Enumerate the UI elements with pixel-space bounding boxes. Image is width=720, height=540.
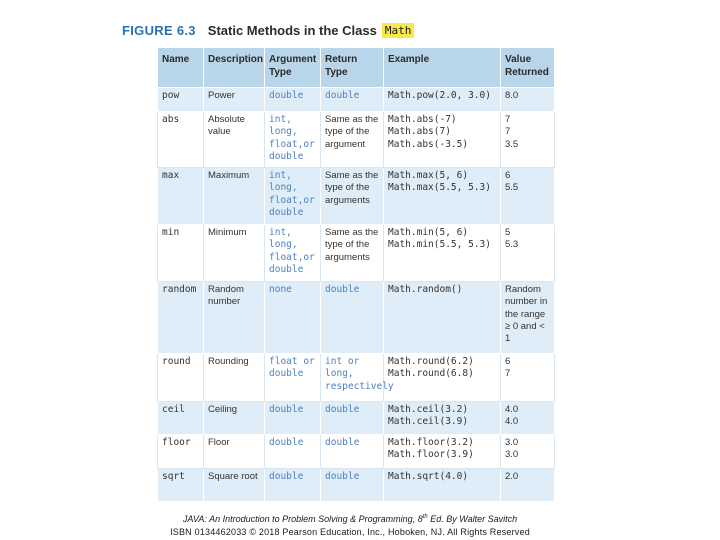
cell-return-type (321, 282, 384, 354)
return-type-text: Same as the type of the arguments (325, 170, 379, 206)
argument-type-text: int, (269, 170, 292, 181)
cell-return-type (321, 168, 384, 225)
table-row (158, 435, 555, 469)
cell-description: Absolute value (204, 112, 265, 168)
value-returned-text: 5.3 (505, 239, 519, 251)
cell-value-returned (501, 168, 555, 225)
cell-return-type (321, 88, 384, 112)
cell-argument-type (265, 112, 321, 168)
argument-type-text: long, (269, 126, 298, 138)
argument-type-text: double (269, 437, 304, 448)
argument-type-text: long, (269, 239, 298, 251)
cell-example (384, 112, 501, 168)
cell-value-returned (501, 402, 555, 435)
example-code: Math.min(5.5, 5.3) (388, 239, 491, 251)
cell-description: Minimum (204, 225, 265, 282)
argument-type-text: double (269, 206, 304, 218)
table-header-row (158, 48, 555, 88)
cell-value-returned (501, 435, 555, 469)
value-returned-text: 6 (505, 170, 511, 181)
cell-example (384, 168, 501, 225)
math-methods-table (157, 47, 555, 502)
return-type-text: double (325, 404, 360, 415)
cell-description: Power (204, 88, 265, 112)
cell-method-name: random (158, 282, 204, 354)
table-row (158, 354, 555, 402)
figure-caption: Static Methods in the Class (207, 22, 377, 38)
example-code: Math.ceil(3.9) (388, 416, 469, 428)
cell-return-type (321, 402, 384, 435)
argument-type-text: float,or (269, 194, 315, 206)
cell-example (384, 225, 501, 282)
column-header-name: Name (158, 48, 204, 88)
cell-description: Ceiling (204, 402, 265, 435)
example-code: Math.max(5, 6) (388, 170, 469, 181)
example-code: Math.min(5, 6) (388, 227, 469, 238)
cell-description: Square root (204, 469, 265, 502)
figure-class-name: Math (382, 23, 415, 38)
return-type-text: double (325, 90, 360, 101)
return-type-text: double (325, 284, 360, 295)
cell-return-type (321, 469, 384, 502)
value-returned-text: 4.0 (505, 416, 519, 428)
cell-description: Rounding (204, 354, 265, 402)
cell-value-returned (501, 225, 555, 282)
example-code: Math.floor(3.9) (388, 449, 474, 461)
table-row (158, 282, 555, 354)
cell-method-name: round (158, 354, 204, 402)
column-header-return-type: Return Type (321, 48, 384, 88)
value-returned-text: 5 (505, 227, 511, 238)
return-type-text: double (325, 471, 360, 482)
return-type-text: double (325, 437, 360, 448)
example-code: Math.abs(-7) (388, 114, 457, 125)
example-code: Math.random() (388, 284, 463, 295)
example-code: Math.ceil(3.2) (388, 404, 469, 415)
cell-method-name: ceil (158, 402, 204, 435)
figure-title (122, 20, 414, 40)
argument-type-text: double (269, 404, 304, 415)
value-returned-text: 3.0 (505, 437, 519, 448)
cell-argument-type (265, 88, 321, 112)
table-row (158, 402, 555, 435)
cell-value-returned (501, 354, 555, 402)
cell-value-returned (501, 88, 555, 112)
credit-line-1: JAVA: An Introduction to Problem Solving & Programming, 8th Ed. By Walter Savitch (182, 514, 518, 524)
value-returned-text: 7 (505, 126, 511, 138)
cell-method-name: min (158, 225, 204, 282)
table-row (158, 88, 555, 112)
value-returned-text: 4.0 (505, 404, 519, 415)
value-returned-text: 8.0 (505, 90, 519, 101)
argument-type-text: double (269, 471, 304, 482)
example-code: Math.pow(2.0, 3.0) (388, 90, 491, 101)
value-returned-text: 5.5 (505, 182, 519, 194)
figure-label: FIGURE 6.3 (122, 22, 196, 38)
argument-type-text: double (269, 150, 304, 162)
table-body (158, 88, 555, 502)
argument-type-text: float,or (269, 251, 315, 263)
cell-method-name: max (158, 168, 204, 225)
value-returned-text: Random number in the range ≥ 0 and < 1 (505, 284, 548, 345)
cell-argument-type (265, 282, 321, 354)
cell-description: Random number (204, 282, 265, 354)
cell-method-name: abs (158, 112, 204, 168)
argument-type-text: int, (269, 227, 292, 238)
cell-method-name: pow (158, 88, 204, 112)
value-returned-text: 6 (505, 356, 511, 367)
argument-type-text: long, (269, 182, 298, 194)
cell-argument-type (265, 435, 321, 469)
cell-example (384, 354, 501, 402)
table-row (158, 469, 555, 502)
example-code: Math.abs(7) (388, 126, 451, 138)
cell-value-returned (501, 469, 555, 502)
column-header-value-returned: Value Returned (501, 48, 555, 88)
argument-type-text: float,or (269, 138, 315, 150)
cell-method-name: floor (158, 435, 204, 469)
cell-example (384, 282, 501, 354)
cell-return-type (321, 435, 384, 469)
cell-return-type (321, 112, 384, 168)
example-code: Math.abs(-3.5) (388, 138, 469, 150)
value-returned-text: 3.0 (505, 449, 519, 461)
argument-type-text: none (269, 284, 292, 295)
return-type-text: Same as the type of the argument (325, 114, 379, 150)
cell-argument-type (265, 354, 321, 402)
cell-argument-type (265, 168, 321, 225)
example-code: Math.sqrt(4.0) (388, 471, 469, 482)
argument-type-text: float or double (269, 356, 315, 380)
column-header-description: Description (204, 48, 265, 88)
cell-method-name: sqrt (158, 469, 204, 502)
cell-return-type (321, 225, 384, 282)
cell-example (384, 435, 501, 469)
table-row (158, 225, 555, 282)
cell-argument-type (265, 402, 321, 435)
return-type-text: Same as the type of the arguments (325, 227, 379, 263)
cell-return-type (321, 354, 394, 402)
value-returned-text: 2.0 (505, 471, 519, 482)
example-code: Math.round(6.2) (388, 356, 474, 367)
argument-type-text: double (269, 90, 304, 101)
example-code: Math.max(5.5, 5.3) (388, 182, 491, 194)
cell-example (384, 88, 501, 112)
credit-line-2: ISBN 0134462033 © 2018 Pearson Education, Inc., Hoboken, NJ. All Rights Reserved (170, 527, 530, 537)
argument-type-text: double (269, 263, 304, 275)
cell-argument-type (265, 225, 321, 282)
cell-value-returned (501, 282, 555, 354)
cell-argument-type (265, 469, 321, 502)
value-returned-text: 3.5 (505, 138, 519, 150)
cell-description: Floor (204, 435, 265, 469)
table-row (158, 112, 555, 168)
value-returned-text: 7 (505, 114, 511, 125)
example-code: Math.floor(3.2) (388, 437, 474, 448)
example-code: Math.round(6.8) (388, 368, 474, 380)
argument-type-text: int, (269, 114, 292, 125)
column-header-example: Example (384, 48, 501, 88)
cell-description: Maximum (204, 168, 265, 225)
return-type-text: int or long, respectively (325, 356, 394, 392)
cell-example (384, 469, 501, 502)
column-header-argument-type: Argument Type (265, 48, 321, 88)
table-row (158, 168, 555, 225)
value-returned-text: 7 (505, 368, 511, 380)
cell-example (384, 402, 501, 435)
cell-value-returned (501, 112, 555, 168)
